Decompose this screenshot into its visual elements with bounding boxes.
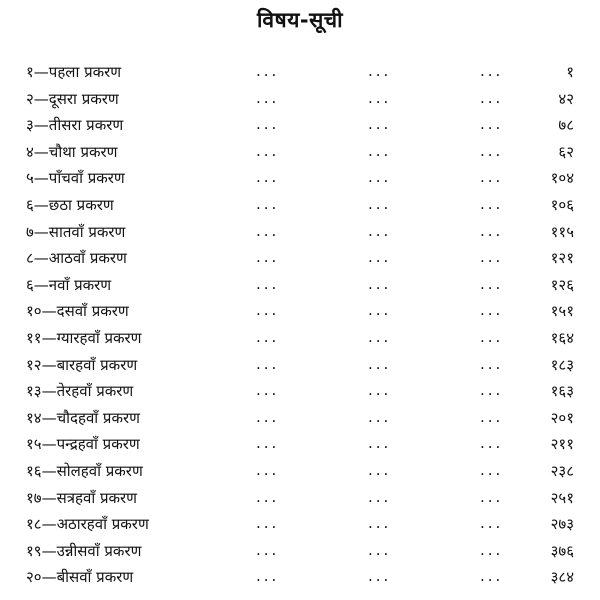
toc-entry bbox=[0, 193, 600, 220]
dot-leader: ... bbox=[480, 194, 504, 213]
dot-leader: ... bbox=[256, 540, 280, 559]
dot-leader: ... bbox=[480, 327, 504, 346]
dot-leader: ... bbox=[480, 381, 504, 400]
dot-leader: ... bbox=[256, 407, 280, 426]
toc-entry bbox=[0, 113, 600, 140]
dot-leader: ... bbox=[480, 407, 504, 426]
toc-entry-page-number: १०४ bbox=[550, 169, 574, 188]
toc-entry-page-number: ३७६ bbox=[550, 541, 574, 560]
dot-leader: ... bbox=[256, 460, 280, 479]
toc-entry bbox=[0, 140, 600, 167]
toc-entry bbox=[0, 406, 600, 433]
toc-entry-label: १—पहला प्रकरण bbox=[26, 63, 122, 81]
toc-entry bbox=[0, 459, 600, 486]
dot-leader: ... bbox=[368, 141, 392, 160]
toc-entry-page-number: १२६ bbox=[550, 275, 574, 294]
dot-leader: ... bbox=[480, 487, 504, 506]
toc-entry bbox=[0, 432, 600, 459]
toc-entry-page-number: ७८ bbox=[558, 116, 574, 135]
dot-leader: ... bbox=[480, 168, 504, 187]
dot-leader: ... bbox=[368, 460, 392, 479]
dot-leader: ... bbox=[480, 354, 504, 373]
toc-entry-label: १३—तेरहवाँ प्रकरण bbox=[26, 382, 134, 401]
dot-leader: ... bbox=[256, 194, 280, 213]
toc-entry-label: १२—बारहवाँ प्रकरण bbox=[26, 355, 138, 374]
toc-entry-label: ४—चौथा प्रकरण bbox=[26, 142, 118, 161]
toc-entry-page-number: १६३ bbox=[550, 382, 574, 401]
toc-entry-page-number: ३८४ bbox=[550, 568, 574, 587]
dot-leader: ... bbox=[256, 567, 280, 586]
toc-entry-page-number: १५१ bbox=[550, 302, 574, 321]
dot-leader: ... bbox=[368, 487, 392, 506]
toc-entry bbox=[0, 299, 600, 326]
toc-entry bbox=[0, 379, 600, 406]
dot-leader: ... bbox=[256, 381, 280, 400]
dot-leader: ... bbox=[368, 62, 392, 80]
toc-entry-page-number: १०६ bbox=[550, 195, 574, 214]
dot-leader: ... bbox=[256, 141, 280, 160]
toc-entry bbox=[0, 246, 600, 273]
toc-entry-label: १०—दसवाँ प्रकरण bbox=[26, 302, 129, 321]
toc-entry bbox=[0, 486, 600, 513]
toc-entry-label: ३—तीसरा प्रकरण bbox=[26, 116, 124, 135]
toc-entry bbox=[0, 539, 600, 566]
toc-entry-page-number: ६२ bbox=[558, 142, 574, 161]
dot-leader: ... bbox=[368, 274, 392, 293]
dot-leader: ... bbox=[256, 274, 280, 293]
dot-leader: ... bbox=[256, 354, 280, 373]
toc-entry-page-number: ११५ bbox=[550, 222, 574, 241]
toc-entry-label: १७—सत्रहवाँ प्रकरण bbox=[26, 488, 138, 507]
dot-leader: ... bbox=[368, 540, 392, 559]
toc-entry-label: १९—उन्नीसवाँ प्रकरण bbox=[26, 541, 142, 560]
toc-entry-page-number: ४२ bbox=[558, 89, 574, 108]
dot-leader: ... bbox=[368, 327, 392, 346]
toc-entry-page-number: २७३ bbox=[550, 515, 574, 534]
toc-entry-label: १८—अठारहवाँ प्रकरण bbox=[26, 515, 149, 534]
dot-leader: ... bbox=[368, 514, 392, 533]
toc-entry bbox=[0, 353, 600, 380]
page-title: विषय-सूची bbox=[256, 8, 344, 32]
dot-leader: ... bbox=[480, 460, 504, 479]
toc-entry-label: ६—छठा प्रकरण bbox=[26, 195, 114, 214]
toc-entry-page-number: १६४ bbox=[550, 328, 574, 347]
dot-leader: ... bbox=[368, 567, 392, 586]
toc-entry bbox=[0, 60, 600, 87]
dot-leader: ... bbox=[368, 221, 392, 240]
dot-leader: ... bbox=[480, 274, 504, 293]
toc-entry bbox=[0, 512, 600, 539]
toc-entry bbox=[0, 166, 600, 193]
dot-leader: ... bbox=[256, 221, 280, 240]
dot-leader: ... bbox=[368, 88, 392, 107]
dot-leader: ... bbox=[480, 88, 504, 107]
toc-entry bbox=[0, 273, 600, 300]
dot-leader: ... bbox=[480, 434, 504, 453]
dot-leader: ... bbox=[256, 62, 280, 80]
toc-entry-page-number: २५१ bbox=[550, 488, 574, 507]
dot-leader: ... bbox=[256, 168, 280, 187]
toc-entry-label: ५—पाँचवाँ प्रकरण bbox=[26, 169, 125, 188]
dot-leader: ... bbox=[480, 540, 504, 559]
dot-leader: ... bbox=[368, 434, 392, 453]
toc-entry-label: २—दूसरा प्रकरण bbox=[26, 89, 119, 108]
toc-entry-label: ७—सातवाँ प्रकरण bbox=[26, 222, 126, 241]
toc-entry-page-number: २३८ bbox=[550, 461, 574, 480]
dot-leader: ... bbox=[256, 248, 280, 267]
dot-leader: ... bbox=[256, 301, 280, 320]
dot-leader: ... bbox=[480, 248, 504, 267]
toc-entry-page-number: १८३ bbox=[550, 355, 574, 374]
dot-leader: ... bbox=[256, 88, 280, 107]
dot-leader: ... bbox=[368, 194, 392, 213]
toc-entry-page-number: २११ bbox=[550, 435, 574, 454]
dot-leader: ... bbox=[256, 434, 280, 453]
dot-leader: ... bbox=[256, 514, 280, 533]
dot-leader: ... bbox=[368, 381, 392, 400]
dot-leader: ... bbox=[480, 115, 504, 134]
toc-entry-label: १६—सोलहवाँ प्रकरण bbox=[26, 461, 143, 480]
dot-leader: ... bbox=[368, 301, 392, 320]
dot-leader: ... bbox=[368, 354, 392, 373]
toc-entry bbox=[0, 326, 600, 353]
dot-leader: ... bbox=[480, 567, 504, 586]
dot-leader: ... bbox=[480, 221, 504, 240]
dot-leader: ... bbox=[368, 248, 392, 267]
dot-leader: ... bbox=[256, 487, 280, 506]
toc-entry-label: १४—चौदहवाँ प्रकरण bbox=[26, 408, 140, 427]
toc-entry bbox=[0, 87, 600, 114]
toc-entry bbox=[0, 220, 600, 247]
toc-entry-label: १५—पन्द्रहवाँ प्रकरण bbox=[26, 435, 140, 454]
dot-leader: ... bbox=[480, 514, 504, 533]
dot-leader: ... bbox=[368, 115, 392, 134]
dot-leader: ... bbox=[480, 62, 504, 80]
toc-entry-label: ८—आठवाँ प्रकरण bbox=[26, 249, 127, 268]
toc-entry bbox=[0, 565, 600, 592]
dot-leader: ... bbox=[368, 407, 392, 426]
dot-leader: ... bbox=[256, 327, 280, 346]
toc-list bbox=[0, 60, 600, 592]
toc-entry-label: २०—बीसवाँ प्रकरण bbox=[26, 568, 134, 587]
dot-leader: ... bbox=[480, 141, 504, 160]
toc-entry-page-number: १२१ bbox=[550, 249, 574, 268]
toc-entry-page-number: २०१ bbox=[550, 408, 574, 427]
dot-leader: ... bbox=[256, 115, 280, 134]
toc-entry-label: ६—नवाँ प्रकरण bbox=[26, 275, 112, 294]
dot-leader: ... bbox=[480, 301, 504, 320]
toc-entry-page-number: १ bbox=[566, 63, 574, 81]
toc-entry-label: ११—ग्यारहवाँ प्रकरण bbox=[26, 328, 142, 347]
dot-leader: ... bbox=[368, 168, 392, 187]
